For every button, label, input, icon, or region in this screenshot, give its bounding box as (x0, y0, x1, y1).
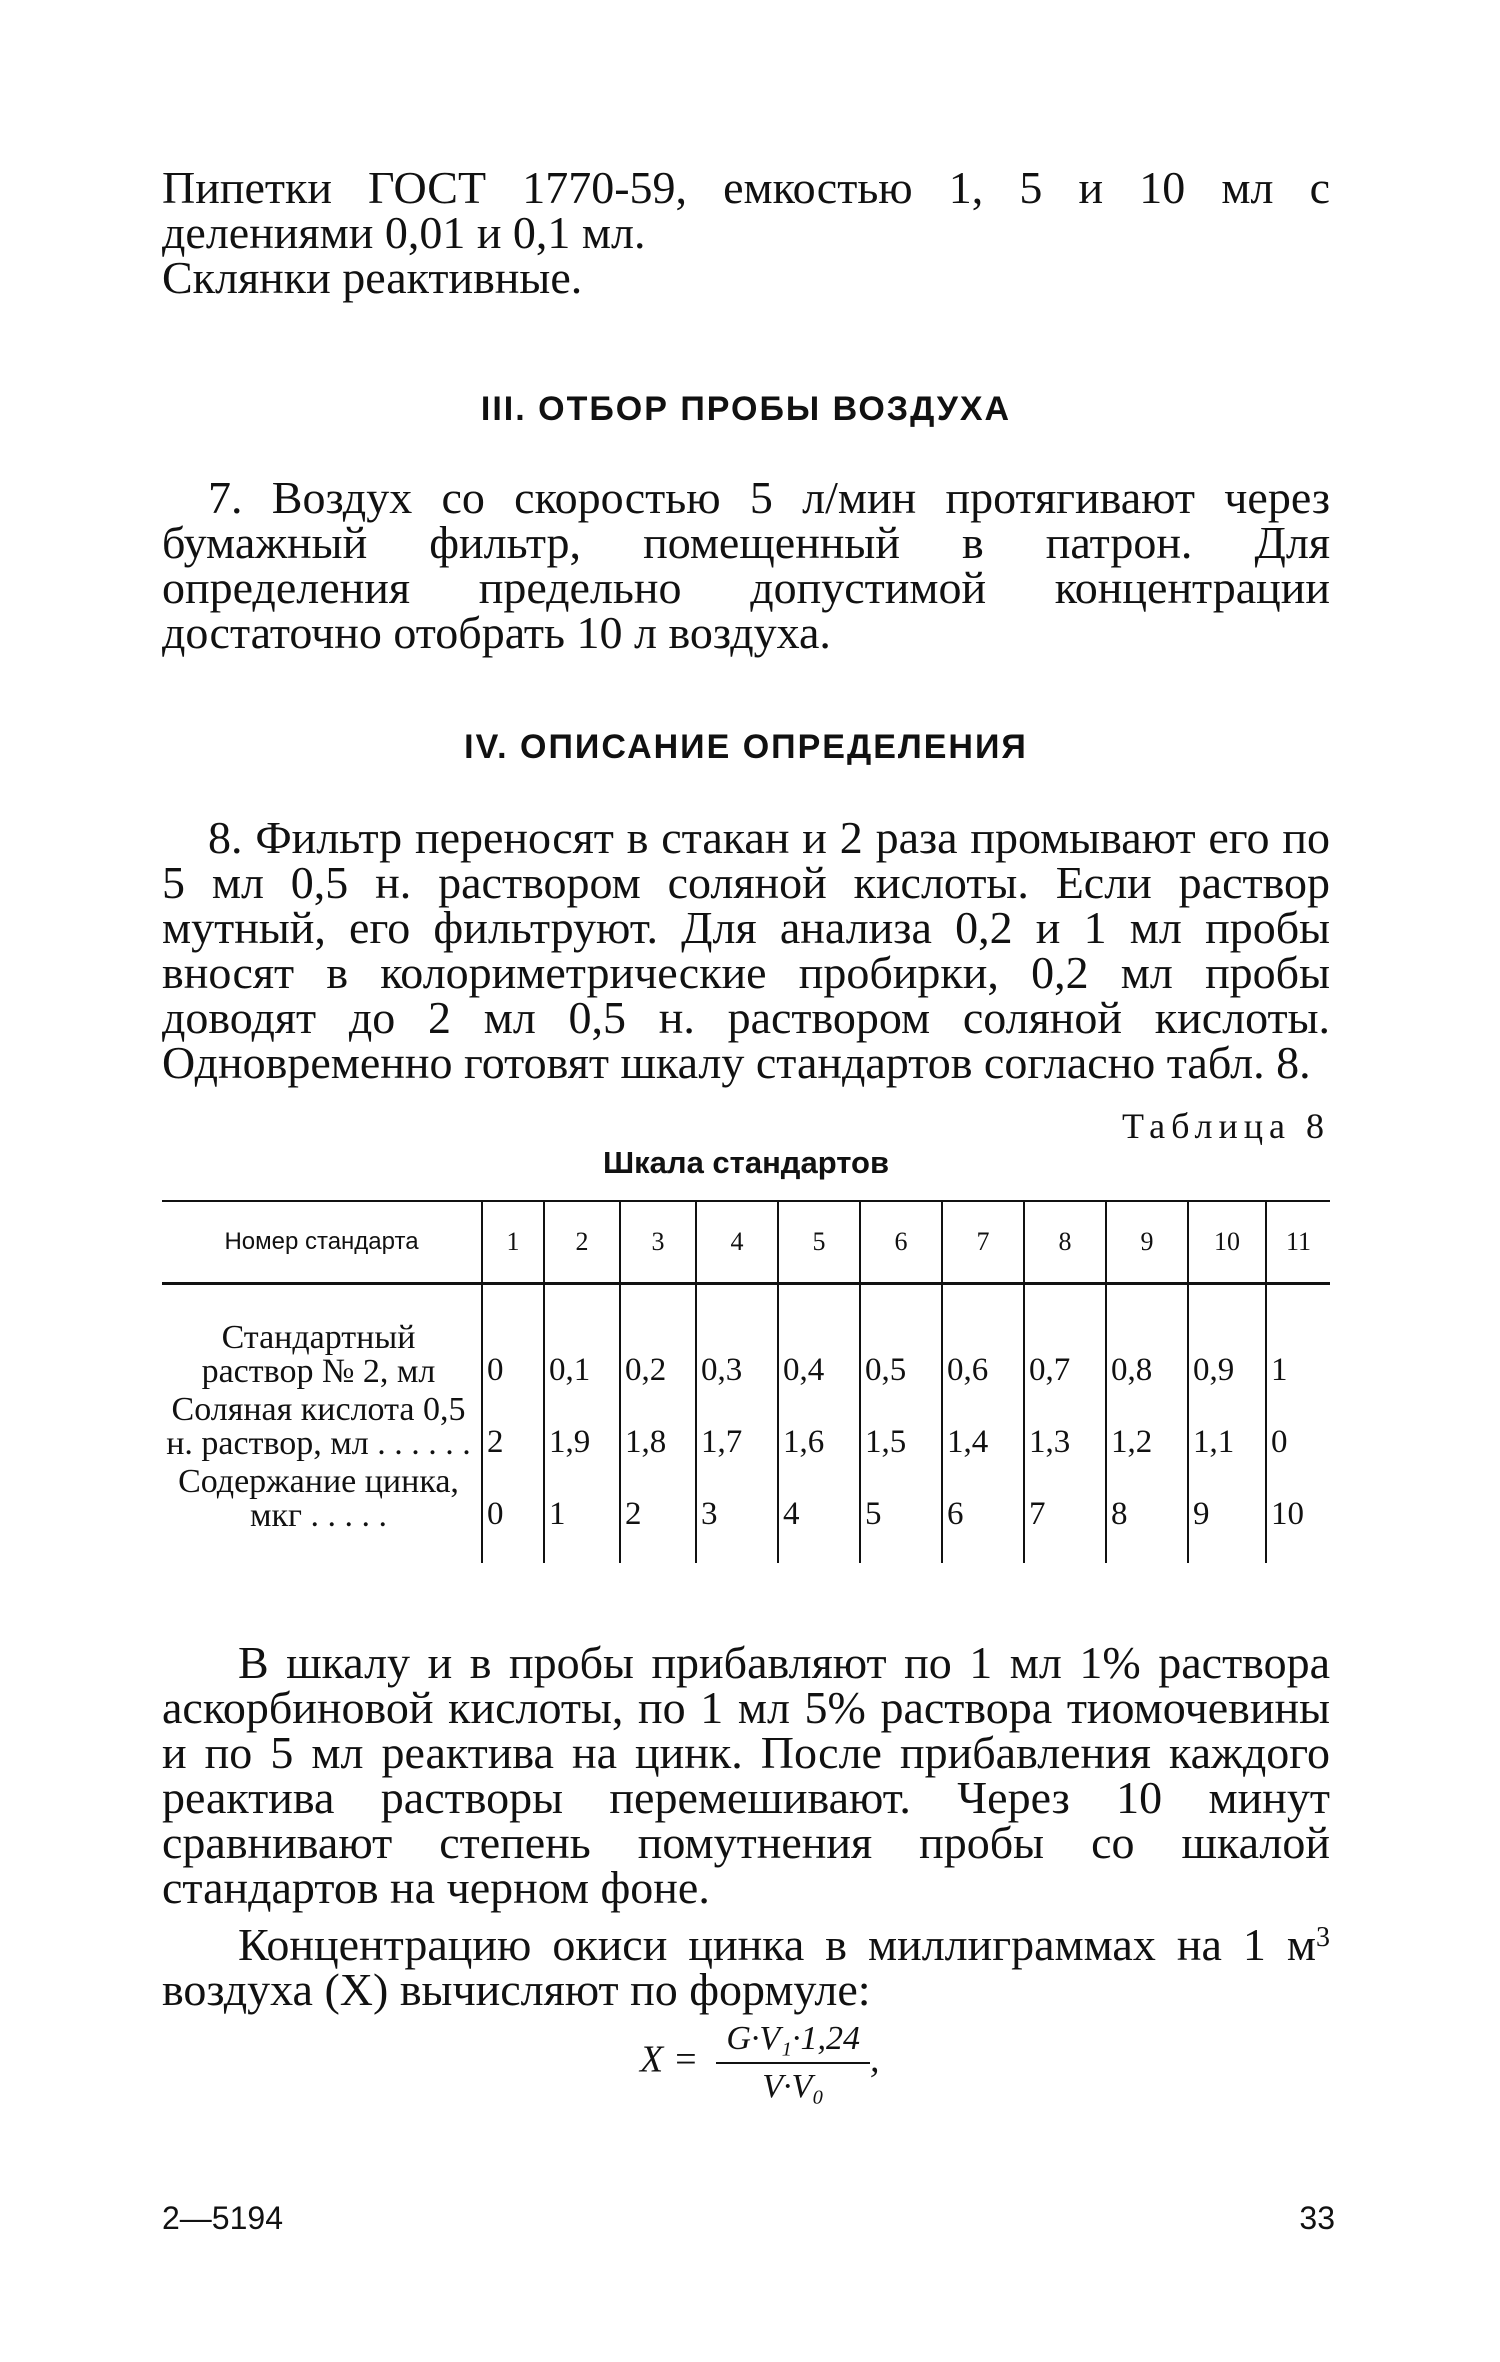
row-label: Стандартный раствор № 2, мл (201, 1319, 436, 1390)
table-column-header: 5 (778, 1201, 860, 1284)
table-cell: 0,7 (1024, 1284, 1106, 1394)
footer-signature: 2—5194 (162, 2200, 283, 2236)
table-cell: 0 (1266, 1393, 1330, 1465)
superscript-cube: 3 (1316, 1922, 1330, 1953)
table-cell: 7 (1024, 1465, 1106, 1563)
table-column-header: 8 (1024, 1201, 1106, 1284)
table-cell: 1,5 (860, 1393, 942, 1465)
paragraph-pipettes: Пипетки ГОСТ 1770-59, емкостью 1, 5 и 10 мл с делениями 0,01 и 0,1 мл. (162, 162, 1330, 258)
formula-denominator: V·V₀ (762, 2068, 825, 2105)
row-label: Соляная кислота 0,5 н. раствор, мл . . . . . . (166, 1391, 471, 1462)
table-column-header: 6 (860, 1201, 942, 1284)
paragraph-item-7: 7. Воздух со скоростью 5 л/мин протягивают через бумажный фильтр, помещенный в патрон. Для определения предельно допустимой концентрации достаточно отобрать 10 л воздуха. (162, 472, 1330, 658)
table-cell: 1,1 (1188, 1393, 1266, 1465)
table-cell: 0,6 (942, 1284, 1024, 1394)
table-cell: 8 (1106, 1465, 1188, 1563)
table-cell: 0,8 (1106, 1284, 1188, 1394)
paragraph-item-8: 8. Фильтр переносят в стакан и 2 раза промывают его по 5 мл 0,5 н. раствором соляной кислоты. Если раствор мутный, его фильтруют. Для анализа 0,2 и 1 мл пробы вносят в колориметрические пробирки, 0,2 мл пробы доводят до 2 мл 0,5 н. раствором соляной кислоты. Одновременно готовят шкалу стандартов согласно табл. 8. (162, 812, 1330, 1088)
page-number: 33 (1299, 2200, 1335, 2236)
section-heading-air-sampling: III. ОТБОР ПРОБЫ ВОЗДУХА (480, 390, 1012, 428)
table-cell: 4 (778, 1465, 860, 1563)
table-row (162, 1465, 1330, 1563)
table-cell: 1 (1266, 1284, 1330, 1394)
table-column-header: 11 (1266, 1201, 1330, 1284)
concentration-text-cont: воздуха (X) вычисляют по формуле: (162, 1964, 871, 2015)
table-column-header: 1 (482, 1201, 544, 1284)
table-cell: 9 (1188, 1465, 1266, 1563)
table-cell: 1,3 (1024, 1393, 1106, 1465)
concentration-text: Концентрацию окиси цинка в миллиграммах на 1 м (238, 1919, 1316, 1970)
table-column-header: 10 (1188, 1201, 1266, 1284)
paragraph-bottles: Склянки реактивные. (162, 252, 583, 303)
table-cell: 0,3 (696, 1284, 778, 1394)
table-cell: 2 (620, 1465, 696, 1563)
row-label: Содержание цинка, мкг . . . . . (178, 1463, 459, 1534)
table-column-header: 2 (544, 1201, 620, 1284)
table-cell: 1,6 (778, 1393, 860, 1465)
table-cell: 10 (1266, 1465, 1330, 1563)
table-column-header: 4 (696, 1201, 778, 1284)
table-row (162, 1393, 1330, 1465)
section-heading-description: IV. ОПИСАНИЕ ОПРЕДЕЛЕНИЯ (464, 728, 1028, 766)
table-cell: 0,2 (620, 1284, 696, 1394)
table-cell: 1,4 (942, 1393, 1024, 1465)
table-cell: 0 (482, 1284, 544, 1394)
formula-fraction (716, 2020, 870, 2106)
table-cell: 1 (544, 1465, 620, 1563)
table-column-header: 9 (1106, 1201, 1188, 1284)
table-title: Шкала стандартов (602, 1145, 890, 1180)
table-cell: 2 (482, 1393, 544, 1465)
paragraph-reagents: В шкалу и в пробы прибавляют по 1 мл 1% раствора аскорбиновой кислоты, по 1 мл 5% раствора тиомочевины и по 5 мл реактива на цинк. После прибавления каждого реактива растворы перемешивают. Через 10 минут сравнивают степень помутнения пробы со шкалой стандартов на черном фоне. (162, 1637, 1330, 1913)
standards-table (162, 1200, 1330, 1563)
table-column-header: 3 (620, 1201, 696, 1284)
table-caption: Таблица 8 (1122, 1106, 1330, 1146)
table-header-label: Номер стандарта (162, 1201, 482, 1284)
formula-trailing: , (870, 2038, 880, 2081)
table-cell: 3 (696, 1465, 778, 1563)
table-row (162, 1284, 1330, 1394)
table-cell: 1,2 (1106, 1393, 1188, 1465)
table-cell: 6 (942, 1465, 1024, 1563)
table-header-row (162, 1201, 1330, 1284)
formula-numerator: G·V₁·1,24 (716, 2020, 870, 2064)
table-cell: 1,7 (696, 1393, 778, 1465)
table-cell: 5 (860, 1465, 942, 1563)
paragraph-concentration (162, 1915, 1330, 2015)
table-cell: 0,4 (778, 1284, 860, 1394)
formula-lhs: X = (640, 2038, 699, 2081)
table-cell: 0,5 (860, 1284, 942, 1394)
table-cell: 0,9 (1188, 1284, 1266, 1394)
table-cell: 1,8 (620, 1393, 696, 1465)
table-column-header: 7 (942, 1201, 1024, 1284)
table-cell: 0 (482, 1465, 544, 1563)
table-cell: 1,9 (544, 1393, 620, 1465)
formula (640, 2020, 880, 2106)
table-cell: 0,1 (544, 1284, 620, 1394)
